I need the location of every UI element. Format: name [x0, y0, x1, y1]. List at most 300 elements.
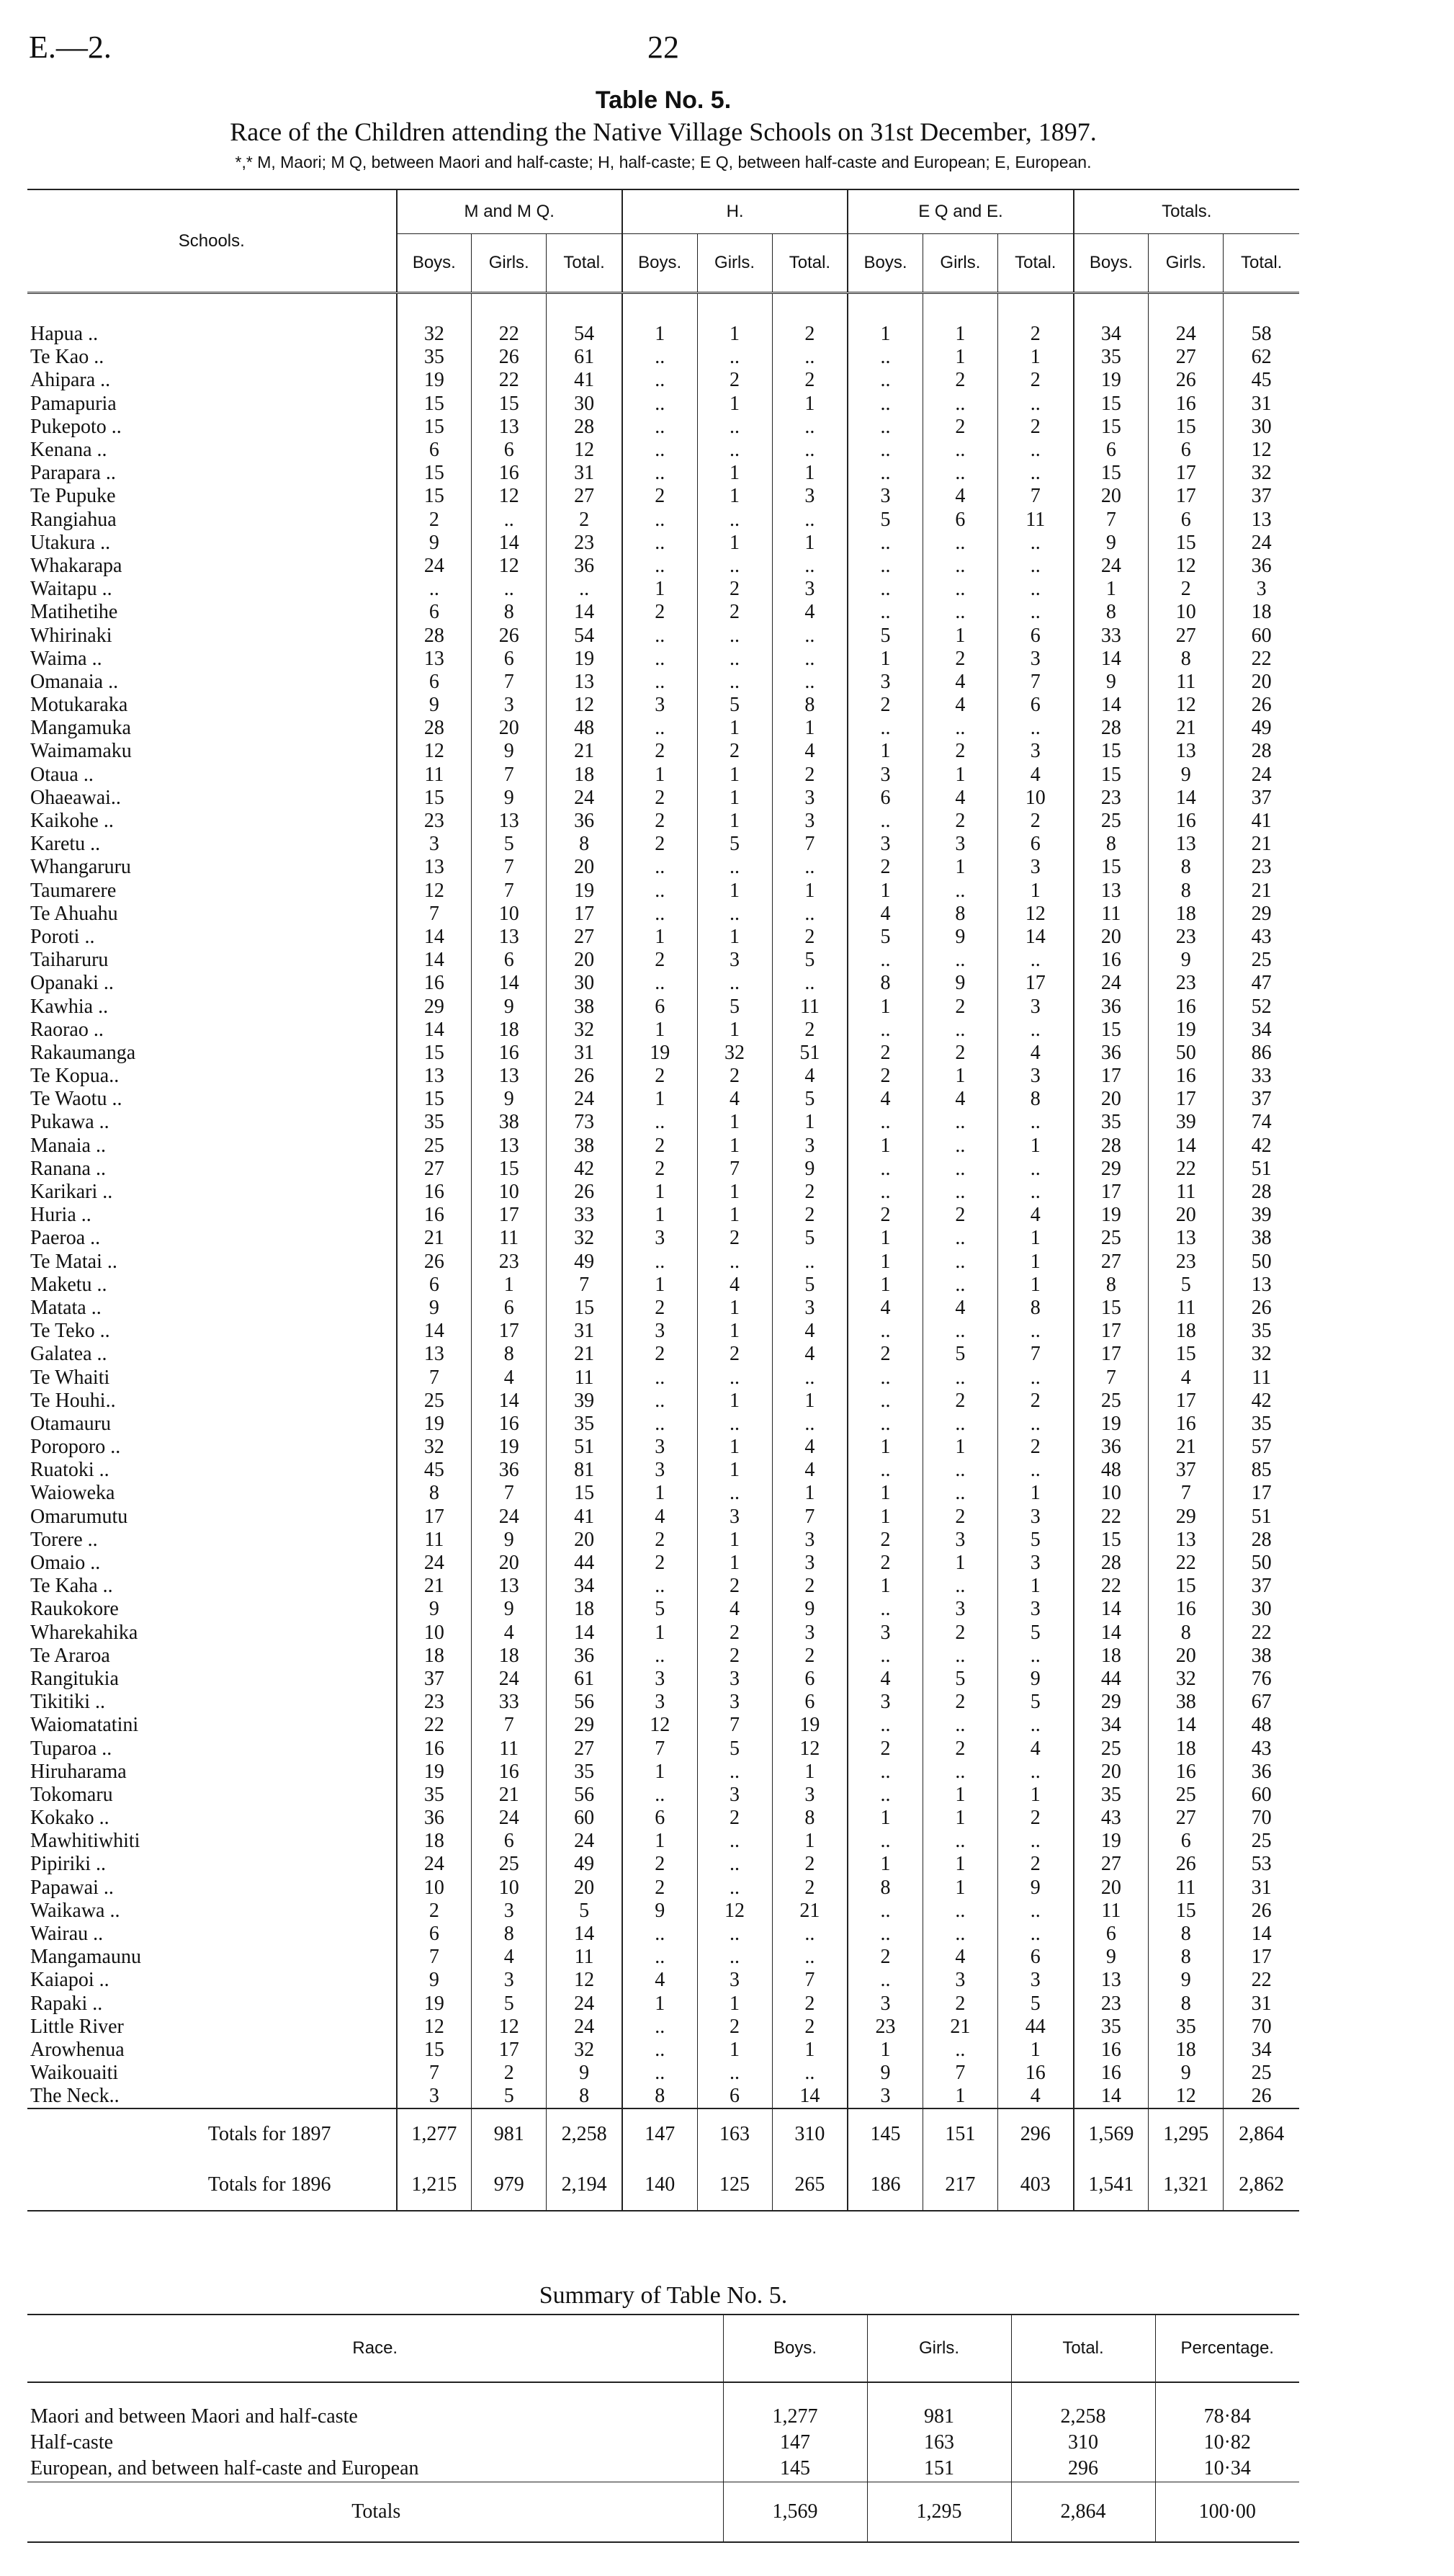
cell-value: 9 [1074, 532, 1149, 555]
cell-value: 8 [1149, 1622, 1224, 1645]
cell-value: 1 [697, 1135, 772, 1158]
cell-value: 25 [472, 1853, 547, 1876]
cell-value: .. [622, 1251, 697, 1274]
cell-value: 70 [1224, 2016, 1299, 2039]
cell-value: 6 [472, 949, 547, 972]
cell-value: 7 [697, 1158, 772, 1181]
school-name: Te Matai .. [30, 1250, 117, 1273]
cell-value: 1 [697, 1181, 772, 1204]
cell-value: 17 [1149, 1390, 1224, 1413]
cell-value: .. [848, 578, 923, 601]
cell-value: 11 [472, 1737, 547, 1760]
cell-value: .. [923, 1923, 997, 1946]
cell-value: 26 [547, 1065, 622, 1088]
cell-value: 7 [1074, 509, 1149, 532]
summary-race: European, and between half-caste and European [30, 2457, 419, 2479]
cell-value: 1 [848, 1274, 923, 1297]
cell-value: 1 [697, 717, 772, 740]
cell-value: 14 [472, 532, 547, 555]
cell-value: 2 [997, 1436, 1073, 1459]
cell-value: 13 [1149, 740, 1224, 763]
cell-value: 32 [1224, 462, 1299, 485]
cell-value: 2 [772, 1181, 848, 1204]
table-row [27, 2085, 1299, 2108]
cell-value: 1 [997, 880, 1073, 903]
cell-value: 3 [772, 485, 848, 508]
group-m-mq: M and M Q. [397, 189, 622, 234]
cell-value: 2 [622, 1552, 697, 1575]
table-row [27, 1436, 1299, 1459]
cell-value: 5 [697, 995, 772, 1018]
cell-value: .. [997, 1761, 1073, 1784]
table-row [27, 764, 1299, 787]
school-name: Whangaruru [30, 856, 131, 879]
cell-value: .. [622, 462, 697, 485]
cell-value: 24 [547, 2016, 622, 2039]
cell-value: 11 [1149, 671, 1224, 694]
cell-value: 23 [1149, 926, 1224, 949]
table-row [27, 1993, 1299, 2016]
cell-value: 6 [397, 1923, 472, 1946]
cell-value: 24 [547, 1088, 622, 1111]
cell-value: 2 [848, 1946, 923, 1969]
school-name: Ranana .. [30, 1157, 106, 1180]
cell-value: 53 [1224, 1853, 1299, 1876]
cell-value: 4 [772, 1343, 848, 1366]
school-name: Arowhenua [30, 2038, 125, 2061]
cell-value: 14 [1074, 1622, 1149, 1645]
cell-value: 2 [772, 1853, 848, 1876]
cell-value: 1 [697, 880, 772, 903]
cell-value: 21 [772, 1900, 848, 1923]
cell-value: 29 [1149, 1506, 1224, 1529]
sub-total: Total. [547, 234, 622, 293]
cell-value: 4 [997, 1204, 1073, 1227]
cell-value: 8 [1074, 601, 1149, 624]
cell-value: 43 [1224, 926, 1299, 949]
cell-value: 4 [923, 1297, 997, 1320]
cell-value: 17 [1149, 462, 1224, 485]
totals-value: 310 [772, 2108, 848, 2160]
cell-value: 22 [1224, 1622, 1299, 1645]
summary-row [27, 2456, 1299, 2482]
cell-value: 28 [547, 416, 622, 439]
cell-value: 1 [622, 1088, 697, 1111]
school-name: Kaikohe .. [30, 810, 114, 833]
school-name: Whirinaki [30, 624, 112, 647]
cell-value: 2 [772, 926, 848, 949]
cell-value: 7 [923, 2062, 997, 2085]
cell-value: 1 [997, 2039, 1073, 2062]
cell-value: 8 [772, 1807, 848, 1830]
cell-value: 19 [1074, 1830, 1149, 1853]
cell-value: .. [622, 1946, 697, 1969]
cell-value: 2 [622, 1297, 697, 1320]
cell-value: 42 [1224, 1390, 1299, 1413]
cell-value: 6 [997, 624, 1073, 647]
cell-value: .. [923, 2039, 997, 2062]
cell-value: 28 [1074, 1552, 1149, 1575]
cell-value: 20 [472, 717, 547, 740]
cell-value: 23 [1149, 1251, 1224, 1274]
cell-value: .. [848, 1923, 923, 1946]
cell-value: 54 [547, 624, 622, 647]
cell-value: .. [697, 1413, 772, 1436]
cell-value: .. [697, 624, 772, 647]
cell-value: 17 [472, 1204, 547, 1227]
totals-value: 1,569 [1074, 2108, 1149, 2160]
cell-value: 15 [397, 485, 472, 508]
cell-value: 3 [772, 787, 848, 810]
cell-value: .. [923, 1575, 997, 1598]
cell-value: 26 [547, 1181, 622, 1204]
cell-value: 1 [997, 1784, 1073, 1807]
cell-value: 31 [547, 462, 622, 485]
cell-value: 35 [547, 1761, 622, 1784]
table-row [27, 810, 1299, 833]
cell-value: .. [848, 949, 923, 972]
cell-value: 76 [1224, 1668, 1299, 1691]
cell-value: 3 [848, 833, 923, 856]
cell-value: 33 [472, 1691, 547, 1714]
cell-value: 23 [397, 810, 472, 833]
cell-value: .. [848, 532, 923, 555]
summary-col-total: Total. [1011, 2315, 1155, 2382]
cell-value: 35 [1224, 1413, 1299, 1436]
table-row [27, 2062, 1299, 2085]
cell-value: 10 [997, 787, 1073, 810]
cell-value: .. [697, 2062, 772, 2085]
cell-value: .. [772, 1251, 848, 1274]
cell-value: 1 [923, 624, 997, 647]
cell-value: .. [622, 648, 697, 671]
cell-value: 13 [1224, 1274, 1299, 1297]
cell-value: 3 [622, 1459, 697, 1482]
cell-value: .. [848, 810, 923, 833]
summary-totals-value: 2,864 [1011, 2482, 1155, 2543]
summary-value: 10·34 [1155, 2456, 1299, 2482]
school-name: Te Araroa [30, 1644, 110, 1667]
cell-value: 36 [1074, 1042, 1149, 1065]
cell-value: 24 [397, 1853, 472, 1876]
cell-value: 1 [472, 1274, 547, 1297]
school-name: Wharekahika [30, 1621, 138, 1644]
cell-value: 20 [472, 1552, 547, 1575]
cell-value: 14 [1074, 2085, 1149, 2108]
table-row [27, 1946, 1299, 1969]
cell-value: 6 [997, 1946, 1073, 1969]
table-row [27, 1761, 1299, 1784]
cell-value: 3 [848, 1622, 923, 1645]
cell-value: 18 [1074, 1645, 1149, 1668]
cell-value: 21 [923, 2016, 997, 2039]
cell-value: 5 [848, 509, 923, 532]
cell-value: 4 [997, 1042, 1073, 1065]
cell-value: 36 [547, 555, 622, 578]
table-row [27, 1042, 1299, 1065]
cell-value: 8 [547, 2085, 622, 2108]
cell-value: 16 [397, 972, 472, 995]
cell-value: 36 [547, 810, 622, 833]
school-name: Waima .. [30, 647, 102, 670]
cell-value: 13 [1074, 880, 1149, 903]
table-row [27, 1320, 1299, 1343]
totals-value: 2,258 [547, 2108, 622, 2160]
cell-value: 7 [1074, 1366, 1149, 1389]
cell-value: 1 [697, 485, 772, 508]
cell-value: 25 [1224, 949, 1299, 972]
cell-value: .. [772, 671, 848, 694]
cell-value: 6 [622, 1807, 697, 1830]
cell-value: 4 [772, 1065, 848, 1088]
cell-value: 2 [923, 369, 997, 392]
cell-value: 25 [397, 1390, 472, 1413]
cell-value: 8 [848, 1877, 923, 1900]
cell-value: 3 [772, 1622, 848, 1645]
cell-value: 9 [1074, 671, 1149, 694]
cell-value: .. [848, 1900, 923, 1923]
cell-value: 7 [397, 903, 472, 926]
school-name: Mangamaunu [30, 1946, 141, 1969]
cell-value: .. [772, 648, 848, 671]
table-row [27, 880, 1299, 903]
cell-value: 15 [1074, 416, 1149, 439]
summary-title: Summary of Table No. 5. [539, 2282, 788, 2309]
cell-value: 3 [923, 1598, 997, 1621]
cell-value: 3 [772, 1784, 848, 1807]
cell-value: 24 [1074, 972, 1149, 995]
table-row [27, 1830, 1299, 1853]
cell-value: 1 [697, 1552, 772, 1575]
cell-value: 5 [997, 1622, 1073, 1645]
summary-col-girls: Girls. [867, 2315, 1011, 2382]
cell-value: 2 [622, 601, 697, 624]
cell-value: 1 [622, 1019, 697, 1042]
cell-value: 13 [472, 810, 547, 833]
cell-value: 9 [1149, 764, 1224, 787]
summary-value: 2,258 [1011, 2382, 1155, 2430]
cell-value: 41 [1224, 810, 1299, 833]
cell-value: 42 [1224, 1135, 1299, 1158]
cell-value: 7 [547, 1274, 622, 1297]
cell-value: 15 [397, 416, 472, 439]
school-name: Waikouaiti [30, 2062, 119, 2085]
cell-value: .. [622, 416, 697, 439]
cell-value: 2 [848, 1042, 923, 1065]
cell-value: 12 [397, 880, 472, 903]
cell-value: 1 [923, 1807, 997, 1830]
cell-value: 3 [1224, 578, 1299, 601]
cell-value: 4 [472, 1946, 547, 1969]
cell-value: 27 [1149, 624, 1224, 647]
cell-value: 1 [697, 1111, 772, 1134]
cell-value: 20 [1074, 1761, 1149, 1784]
summary-race: Half-caste [30, 2431, 114, 2454]
table-row [27, 1853, 1299, 1876]
cell-value: 20 [1074, 1088, 1149, 1111]
cell-value: 2 [697, 2016, 772, 2039]
cell-value: 56 [547, 1691, 622, 1714]
cell-value: 25 [1224, 2062, 1299, 2085]
cell-value: 3 [923, 1529, 997, 1552]
cell-value: 16 [1149, 1598, 1224, 1621]
cell-value: 7 [397, 1366, 472, 1389]
cell-value: 20 [1149, 1645, 1224, 1668]
cell-value: 1 [697, 1529, 772, 1552]
cell-value: 4 [472, 1622, 547, 1645]
cell-value: 1 [997, 1575, 1073, 1598]
cell-value: 49 [547, 1853, 622, 1876]
cell-value: 1 [697, 532, 772, 555]
cell-value: .. [697, 1482, 772, 1505]
table-row [27, 293, 1299, 346]
cell-value: 35 [1074, 1111, 1149, 1134]
cell-value: 44 [1074, 1668, 1149, 1691]
cell-value: 5 [472, 833, 547, 856]
cell-value: 25 [1074, 1737, 1149, 1760]
cell-value: 1 [848, 2039, 923, 2062]
school-name: Taiharuru [30, 949, 109, 972]
cell-value: 31 [547, 1320, 622, 1343]
cell-value: 17 [1074, 1343, 1149, 1366]
cell-value: 8 [472, 1343, 547, 1366]
table-row [27, 1135, 1299, 1158]
totals-value: 1,277 [397, 2108, 472, 2160]
cell-value: 2 [997, 293, 1073, 346]
cell-value: .. [622, 1111, 697, 1134]
table-row [27, 1019, 1299, 1042]
cell-value: 34 [1074, 293, 1149, 346]
cell-value: .. [997, 949, 1073, 972]
cell-value: .. [997, 532, 1073, 555]
cell-value: 1 [697, 293, 772, 346]
cell-value: 15 [1074, 764, 1149, 787]
cell-value: 1 [697, 1320, 772, 1343]
cell-value: 4 [772, 1459, 848, 1482]
cell-value: 21 [547, 740, 622, 763]
school-name: Little River [30, 2015, 124, 2038]
cell-value: .. [923, 1019, 997, 1042]
school-name: Whakarapa [30, 554, 122, 577]
cell-value: 21 [1224, 833, 1299, 856]
cell-value: 15 [397, 787, 472, 810]
cell-value: .. [772, 903, 848, 926]
table-row [27, 671, 1299, 694]
cell-value: 51 [1224, 1506, 1299, 1529]
cell-value: .. [622, 1645, 697, 1668]
cell-value: 13 [397, 1065, 472, 1088]
cell-value: 32 [697, 1042, 772, 1065]
table-row [27, 1877, 1299, 1900]
cell-value: .. [622, 393, 697, 416]
cell-value: 32 [397, 1436, 472, 1459]
cell-value: 7 [697, 1714, 772, 1737]
cell-value: 4 [848, 903, 923, 926]
cell-value: .. [923, 880, 997, 903]
cell-value: 1 [772, 2039, 848, 2062]
cell-value: 16 [397, 1737, 472, 1760]
cell-value: 2 [997, 369, 1073, 392]
cell-value: 6 [1149, 439, 1224, 462]
cell-value: 11 [472, 1227, 547, 1250]
cell-value: 9 [772, 1158, 848, 1181]
cell-value: 15 [472, 393, 547, 416]
cell-value: 18 [1224, 601, 1299, 624]
cell-value: 3 [472, 1900, 547, 1923]
cell-value: .. [772, 856, 848, 879]
cell-value: 3 [923, 1969, 997, 1992]
cell-value: .. [622, 903, 697, 926]
cell-value: 19 [622, 1042, 697, 1065]
cell-value: 31 [1224, 393, 1299, 416]
cell-value: 9 [1149, 2062, 1224, 2085]
cell-value: 1 [622, 1622, 697, 1645]
cell-value: .. [622, 880, 697, 903]
cell-value: 1 [923, 346, 997, 369]
cell-value: 10 [397, 1622, 472, 1645]
cell-value: .. [397, 578, 472, 601]
cell-value: .. [772, 2062, 848, 2085]
cell-value: 8 [1149, 1923, 1224, 1946]
cell-value: 3 [772, 1297, 848, 1320]
cell-value: 32 [1149, 1668, 1224, 1691]
cell-value: 2 [622, 1343, 697, 1366]
cell-value: 57 [1224, 1436, 1299, 1459]
cell-value: 19 [1074, 369, 1149, 392]
cell-value: 17 [1224, 1946, 1299, 1969]
cell-value: .. [697, 1877, 772, 1900]
cell-value: 51 [547, 1436, 622, 1459]
cell-value: 6 [397, 439, 472, 462]
summary-value: 310 [1011, 2430, 1155, 2456]
cell-value: 3 [697, 1506, 772, 1529]
cell-value: 2 [547, 509, 622, 532]
table-row [27, 648, 1299, 671]
cell-value: 4 [472, 1366, 547, 1389]
cell-value: 10 [397, 1877, 472, 1900]
cell-value: .. [923, 1761, 997, 1784]
cell-value: 19 [547, 880, 622, 903]
cell-value: .. [997, 555, 1073, 578]
cell-value: 13 [472, 1135, 547, 1158]
cell-value: 1 [697, 764, 772, 787]
cell-value: 12 [1149, 555, 1224, 578]
cell-value: 24 [397, 1552, 472, 1575]
cell-value: 52 [1224, 995, 1299, 1018]
cell-value: .. [848, 1366, 923, 1389]
cell-value: 4 [923, 1088, 997, 1111]
table-row [27, 416, 1299, 439]
school-name: Te Kopua.. [30, 1065, 120, 1088]
cell-value: .. [622, 972, 697, 995]
cell-value: 19 [397, 1761, 472, 1784]
cell-value: 9 [1074, 1946, 1149, 1969]
cell-value: 11 [1074, 903, 1149, 926]
cell-value: 13 [472, 1575, 547, 1598]
cell-value: 11 [547, 1366, 622, 1389]
cell-value: .. [622, 346, 697, 369]
summary-totals-value: 1,295 [867, 2482, 1011, 2543]
cell-value: .. [848, 1320, 923, 1343]
cell-value: 18 [1149, 1737, 1224, 1760]
cell-value: 1 [772, 1482, 848, 1505]
cell-value: 19 [472, 1436, 547, 1459]
cell-value: 1 [848, 995, 923, 1018]
cell-value: 12 [547, 439, 622, 462]
cell-value: 36 [397, 1807, 472, 1830]
cell-value: 6 [472, 1830, 547, 1853]
cell-value: .. [622, 1366, 697, 1389]
